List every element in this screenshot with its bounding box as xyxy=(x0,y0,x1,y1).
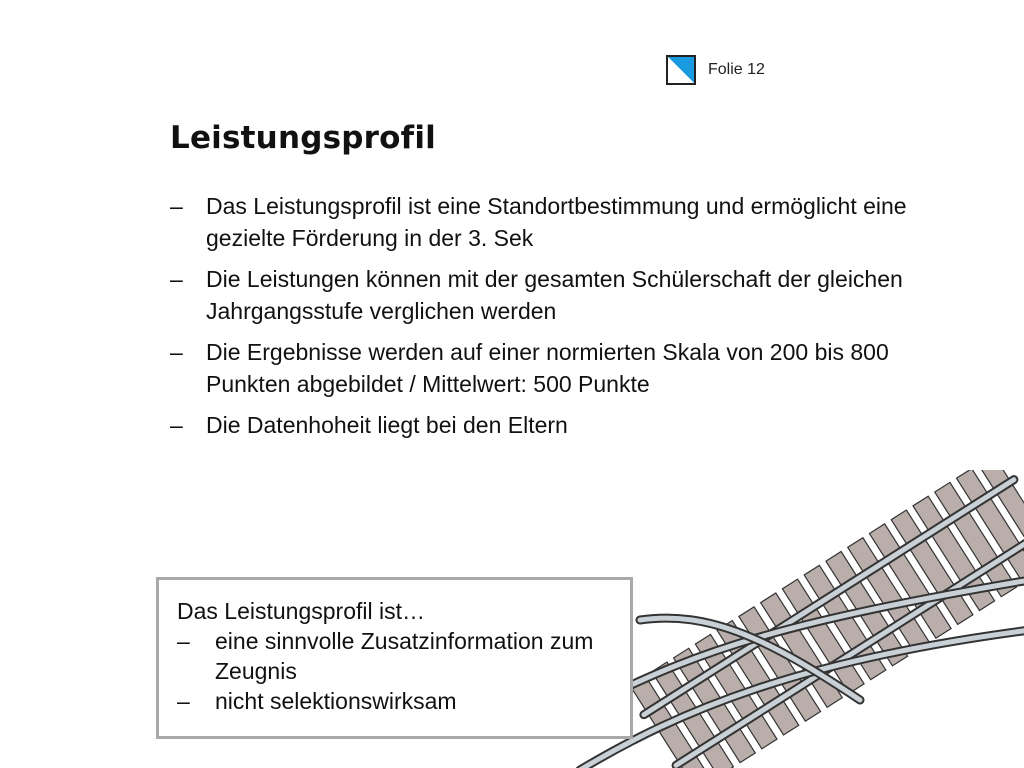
bullet-item xyxy=(170,336,970,400)
slide-header xyxy=(666,54,765,86)
bullet-text: Die Ergebnisse werden auf einer normierten Skala von 200 bis 800 Punkten abgebildet / Mittelwert: 500 Punkte xyxy=(206,339,889,397)
dash-marker: – xyxy=(170,193,183,219)
bullet-item xyxy=(170,409,970,441)
slide-title: Leistungsprofil xyxy=(170,120,436,156)
bullet-text: Die Datenhoheit liegt bei den Eltern xyxy=(206,412,568,438)
summary-item xyxy=(177,686,630,716)
dash-marker: – xyxy=(177,628,190,654)
summary-list xyxy=(177,626,630,716)
bullet-list xyxy=(170,190,970,450)
bullet-item xyxy=(170,190,970,254)
dash-marker: – xyxy=(170,339,183,365)
summary-item-text: nicht selektionswirksam xyxy=(215,688,457,714)
canton-zurich-logo xyxy=(666,55,696,85)
bullet-text: Die Leistungen können mit der gesamten Schülerschaft der gleichen Jahrgangsstufe verglichen werden xyxy=(206,266,903,324)
summary-item-text: eine sinnvolle Zusatzinformation zum Zeugnis xyxy=(215,628,594,684)
summary-title: Das Leistungsprofil ist… xyxy=(177,598,425,624)
dash-marker: – xyxy=(170,412,183,438)
slide-number: Folie 12 xyxy=(708,61,765,78)
summary-box xyxy=(156,577,633,739)
dash-marker: – xyxy=(170,266,183,292)
dash-marker: – xyxy=(177,688,190,714)
bullet-text: Das Leistungsprofil ist eine Standortbestimmung und ermöglicht eine gezielte Förderung in der 3. Sek xyxy=(206,193,907,251)
bullet-item xyxy=(170,263,970,327)
summary-item xyxy=(177,626,630,686)
